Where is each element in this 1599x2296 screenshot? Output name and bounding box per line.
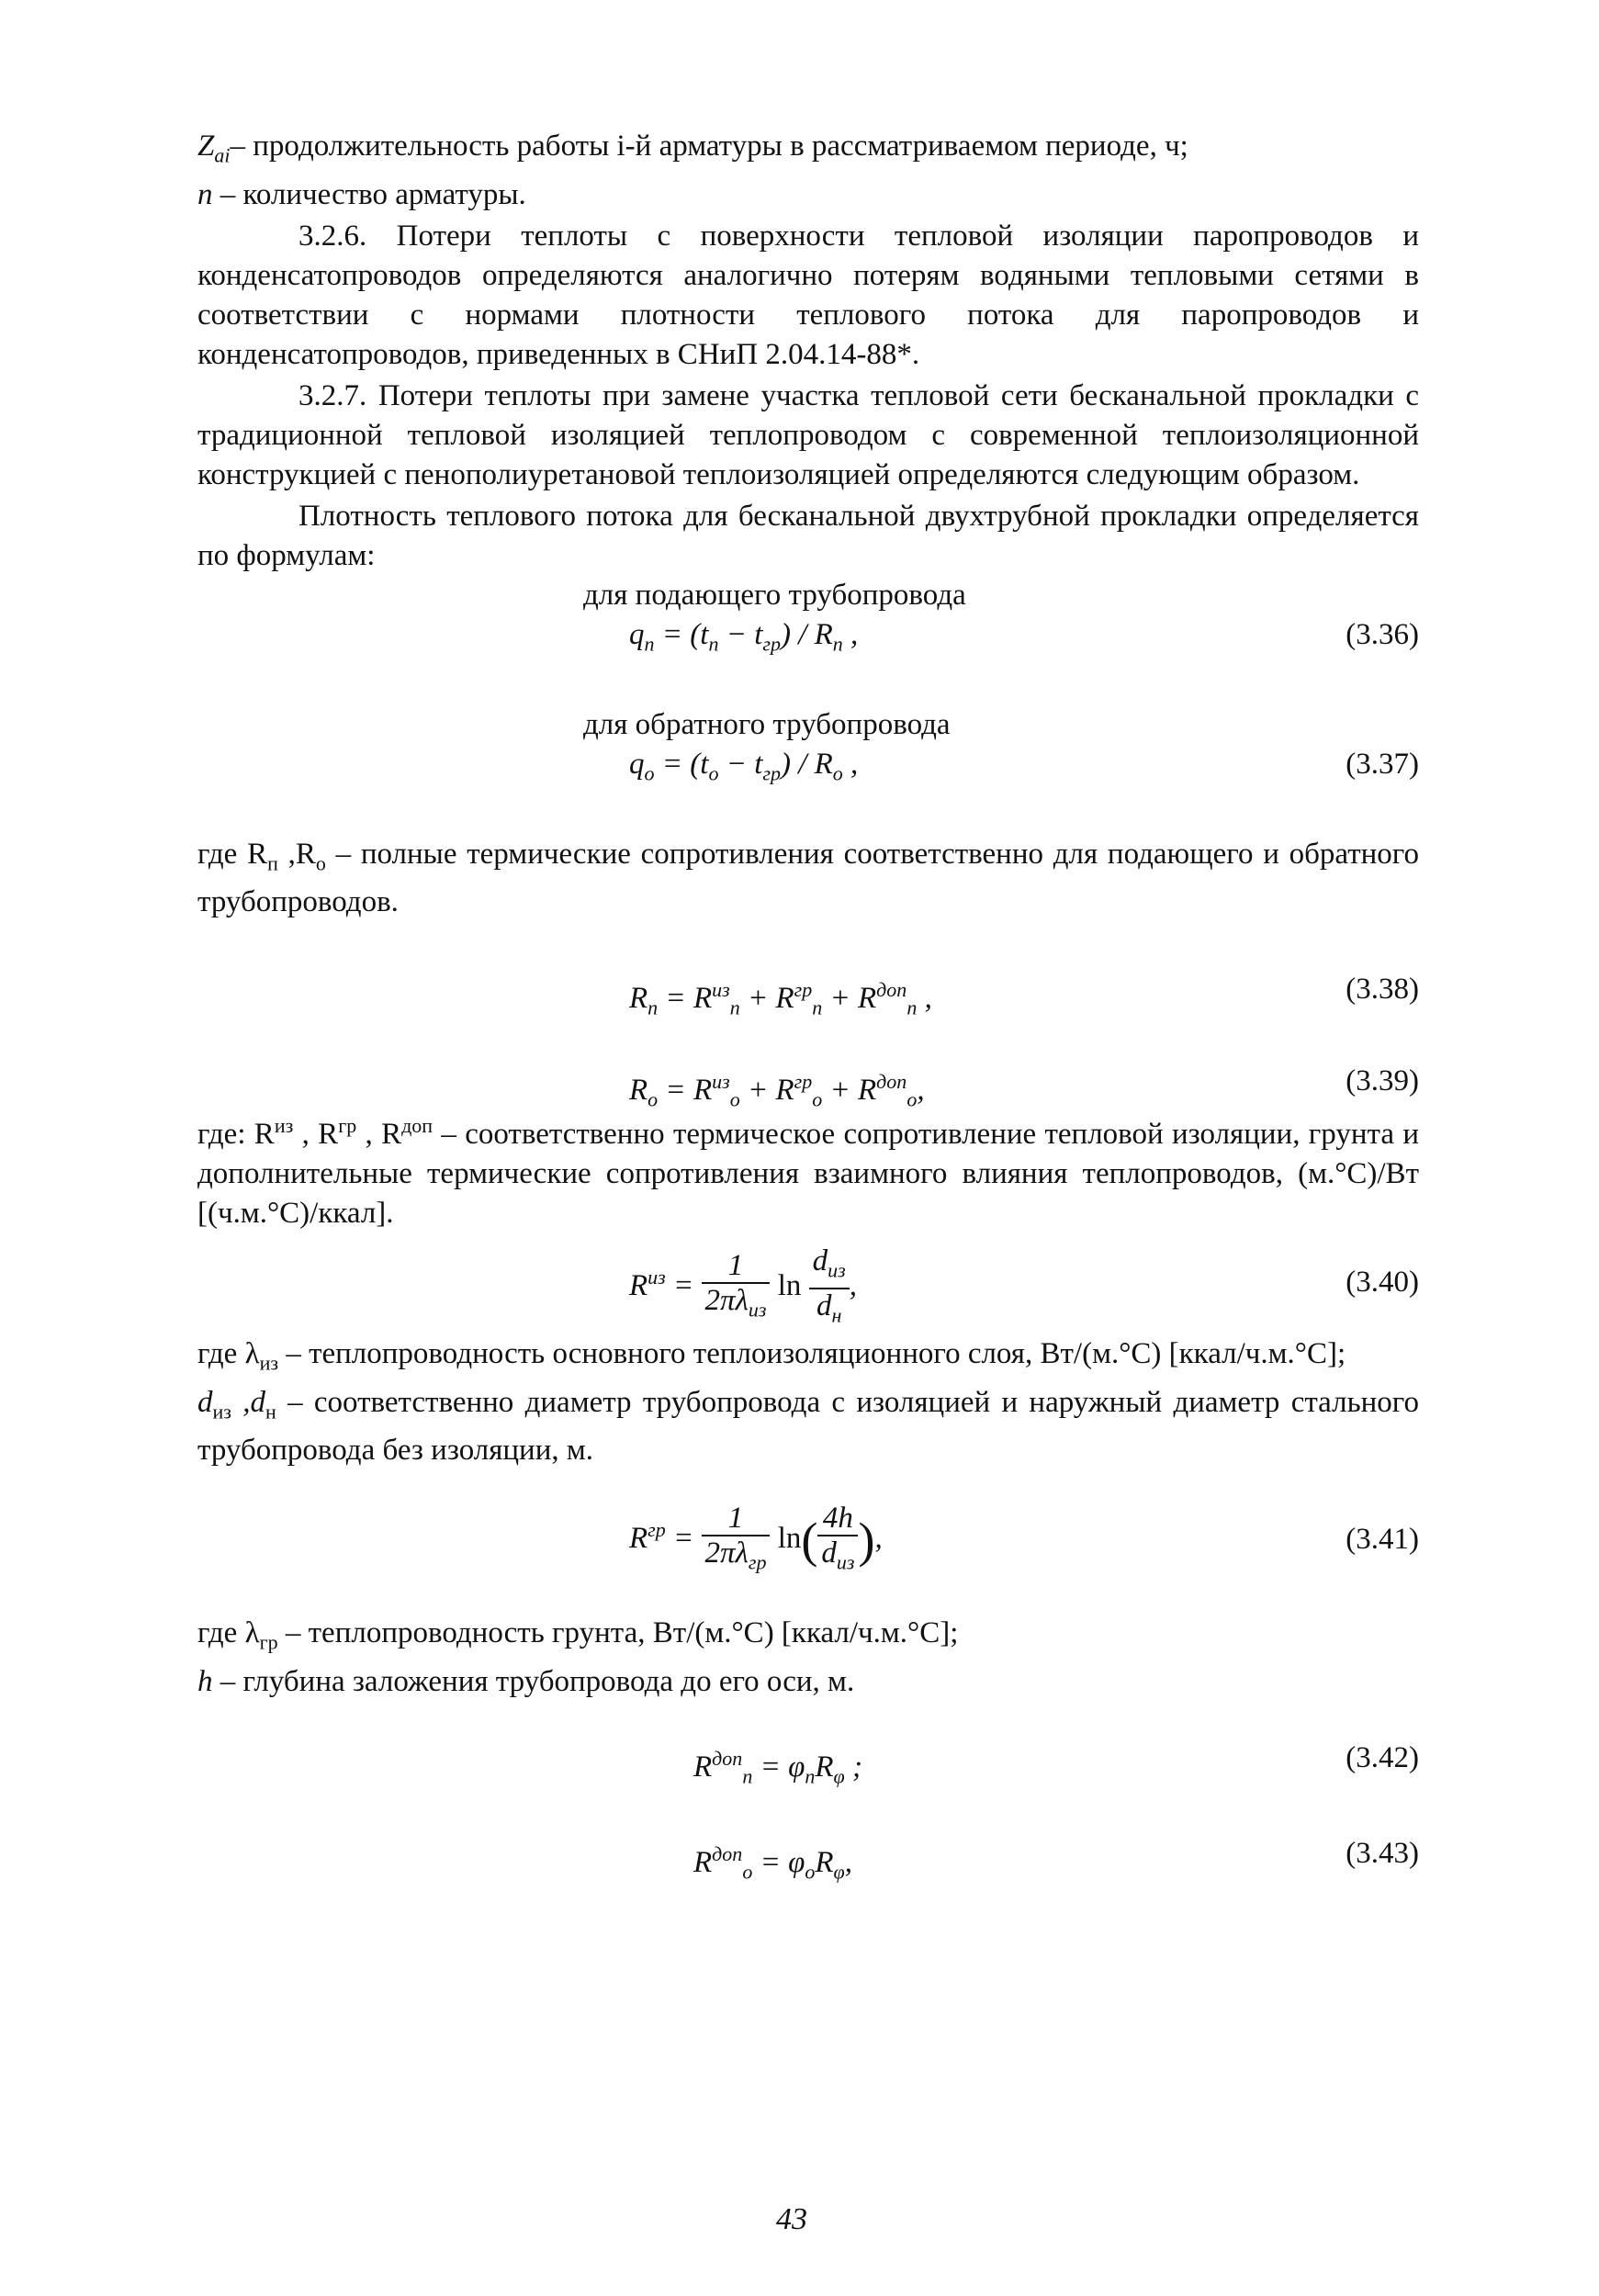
page-body (197, 127, 1419, 1884)
label-supply: для подающего трубопровода (583, 578, 966, 612)
def-zai: $Z_{ai}-$ продолжительность работы i-й арматуры в рассматриваемом периоде, ч; (197, 129, 1188, 167)
label-return: для обратного трубопровода (583, 707, 951, 741)
equation-3-42: $R^{доп}_п = \varphi_пR_\varphi$ ; (3.42) (197, 1739, 1419, 1783)
para-density: Плотность теплового потока для бесканальной двухтрубной прокладки определяется по формулам: (197, 499, 1419, 572)
eq-number: (3.40) (1346, 1266, 1419, 1300)
eq-number: (3.42) (1346, 1740, 1419, 1774)
para-d: $d_{из}$ $,d_н$ – соответственно диаметр трубопровода с изоляцией и наружный диаметр стального трубопровода без изоляции, м. (197, 1385, 1419, 1468)
para-3-2-7: 3.2.7. Потери теплоты при замене участка тепловой сети бесканальной прокладки с традиционной тепловой изоляцией теплопроводом с современной теплоизоляционной конструкцией с пенополиуретановой теплоизоляцией определяются следующим образом. (197, 378, 1419, 491)
para-lambda: где $\lambda_{из}$ – теплопроводность основного теплоизоляционного слоя, Вт/(м.°С) [ккал/ч.м.°С]; (197, 1337, 1346, 1375)
page-number: 43 (776, 2202, 807, 2236)
equation-3-39: $R_о = R^{из}_о + R^{гр}_о + R^{доп}_о$, (3.39) (197, 1062, 1419, 1106)
equation-3-38: $R_п = R^{из}_п + R^{гр}_п + R^{доп}_п$ , (3.38) (197, 970, 1419, 1014)
equation-3-43: $R^{доп}_о = \varphi_оR_\varphi$, (3.43) (197, 1834, 1419, 1878)
eq-number: (3.39) (1346, 1064, 1419, 1098)
para-3-2-6: 3.2.6. Потери теплоты с поверхности тепловой изоляции паропроводов и конденсатопроводов определяются аналогично потерям водяными тепловыми сетями в соответствии с нормами плотности теплового потока для паропроводов и конденсатопроводов, приведенных в СНиП 2.04.14-88*. (197, 219, 1419, 371)
eq-number: (3.43) (1346, 1836, 1419, 1870)
def-n: n – количество арматуры. (197, 177, 526, 211)
eq-number: (3.41) (1346, 1523, 1419, 1557)
eq-number: (3.38) (1346, 973, 1419, 1007)
equation-3-37: $q_о = (t_о - t_{гр}) / R_о$ , (3.37) (197, 745, 1419, 789)
equation-3-36: $q_п = (t_п - t_{гр}) / R_п$ , (3.36) (197, 615, 1419, 659)
equation-3-41: $R^{гр}$ = $\frac{1}{2\pi\lambda_{гр}}$ ln( $\frac{4h}{d_{из}}$ ), (3.41) (629, 1502, 1419, 1574)
para-h: h – глубина заложения трубопровода до его оси, м. (197, 1664, 855, 1698)
para-lambda-gr: где $\lambda_{гр}$ – теплопроводность грунта, Вт/(м.°С) [ккал/ч.м.°С]; (197, 1616, 959, 1654)
eq-number: (3.36) (1346, 617, 1419, 651)
eq-number: (3.37) (1346, 747, 1419, 781)
para-where-terms: где: $R^{из}$ , $R^{гр}$ , $R^{доп}$ – соответственно термическое сопротивление тепловой изоляции, грунта и дополнительные термические сопротивления взаимного влияния теплопроводов, (м.°С)/Вт [(ч.м.°С)/ккал]. (197, 1114, 1419, 1231)
para-where-R: где $R_п$ $,R_о$ – полные термические сопротивления соответственно для подающего и обратного трубопроводов. (197, 837, 1419, 919)
equation-3-40: $R^{из}$ = $\frac{1}{2\pi\lambda_{из}}$ ln $\frac{d_{из}}{d_н}$ , (3.40) (629, 1244, 1419, 1327)
